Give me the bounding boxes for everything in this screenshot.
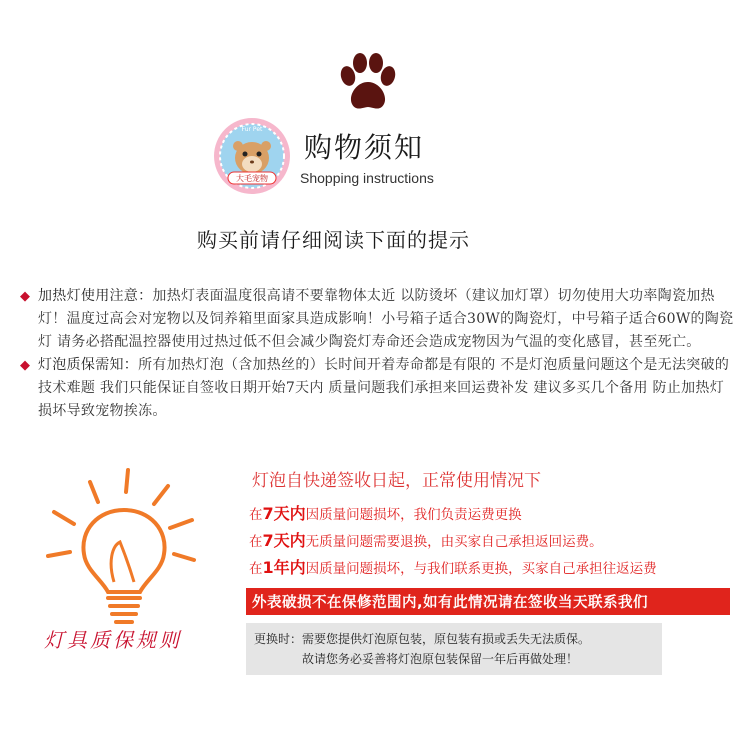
note-lead: 灯泡质保需知： [38,357,139,373]
list-item [20,354,735,423]
warranty-rules [246,466,736,675]
note-text: 加热灯表面温度很高请不要靠物体太近 以防烫坏（建议加灯罩）切勿使用大功率陶瓷加热灯！温度过高会对宠物以及饲养箱里面家具造成影响！小号箱子适合30W的陶瓷灯，中号箱子适合60W的陶瓷灯 请务必搭配温控器使用过热过低不但会减少陶瓷灯寿命还会造成宠物因为气温的变化感冒，甚至死亡。 [38,288,734,350]
logo-text: 大毛宠物 [236,174,268,183]
list-item [20,285,735,354]
damage-warning-banner: 外表破损不在保修范围内,如有此情况请在签收当天联系我们 [246,588,730,615]
rule-emphasis: 7天内 [262,531,306,550]
diamond-bullet-icon: ◆ [20,358,31,373]
page-title: 购物须知 [304,131,425,164]
list-item: 在7天内因质量问题损坏，我们负责运费更换 [249,504,522,523]
exchange-line: 更换时：需要您提供灯泡原包装，原包装有损或丢失无法质保。 [254,632,591,646]
note-text: 所有加热灯泡（含加热丝的）长时间开着寿命都是有限的 不是灯泡质量问题这个是无法突破的技术难题 我们只能保证自签收日期开始7天内 质量问题我们承担来回运费补发 建议多买几个备用 防止加热灯损坏导致宠物挨冻。 [38,357,730,419]
list-item: 在1年内因质量问题损坏，与我们联系更换，买家自己承担往返运费 [249,558,657,577]
paw-print-icon [338,52,398,114]
exchange-notice [246,623,662,675]
logo-arc-text: Fur Pet [241,126,263,133]
exchange-line: 故请您务必妥善将灯泡原包装保留一年后再做处理！ [302,652,579,666]
notice-list [20,285,735,423]
list-item: 在7天内无质量问题需要退换，由买家自己承担返回运费。 [249,531,603,550]
note-lead: 加热灯使用注意： [38,288,153,304]
rule-emphasis: 1年内 [262,558,306,577]
diamond-bullet-icon: ◆ [20,289,31,304]
rule-emphasis: 7天内 [262,504,306,523]
page-subtitle: Shopping instructions [300,170,434,186]
brand-logo [212,116,292,196]
bulb-caption: 灯具质保规则 [44,628,182,652]
warranty-heading: 灯泡自快递签收日起，正常使用情况下 [252,471,541,491]
section-heading: 购买前请仔细阅读下面的提示 [197,228,470,252]
